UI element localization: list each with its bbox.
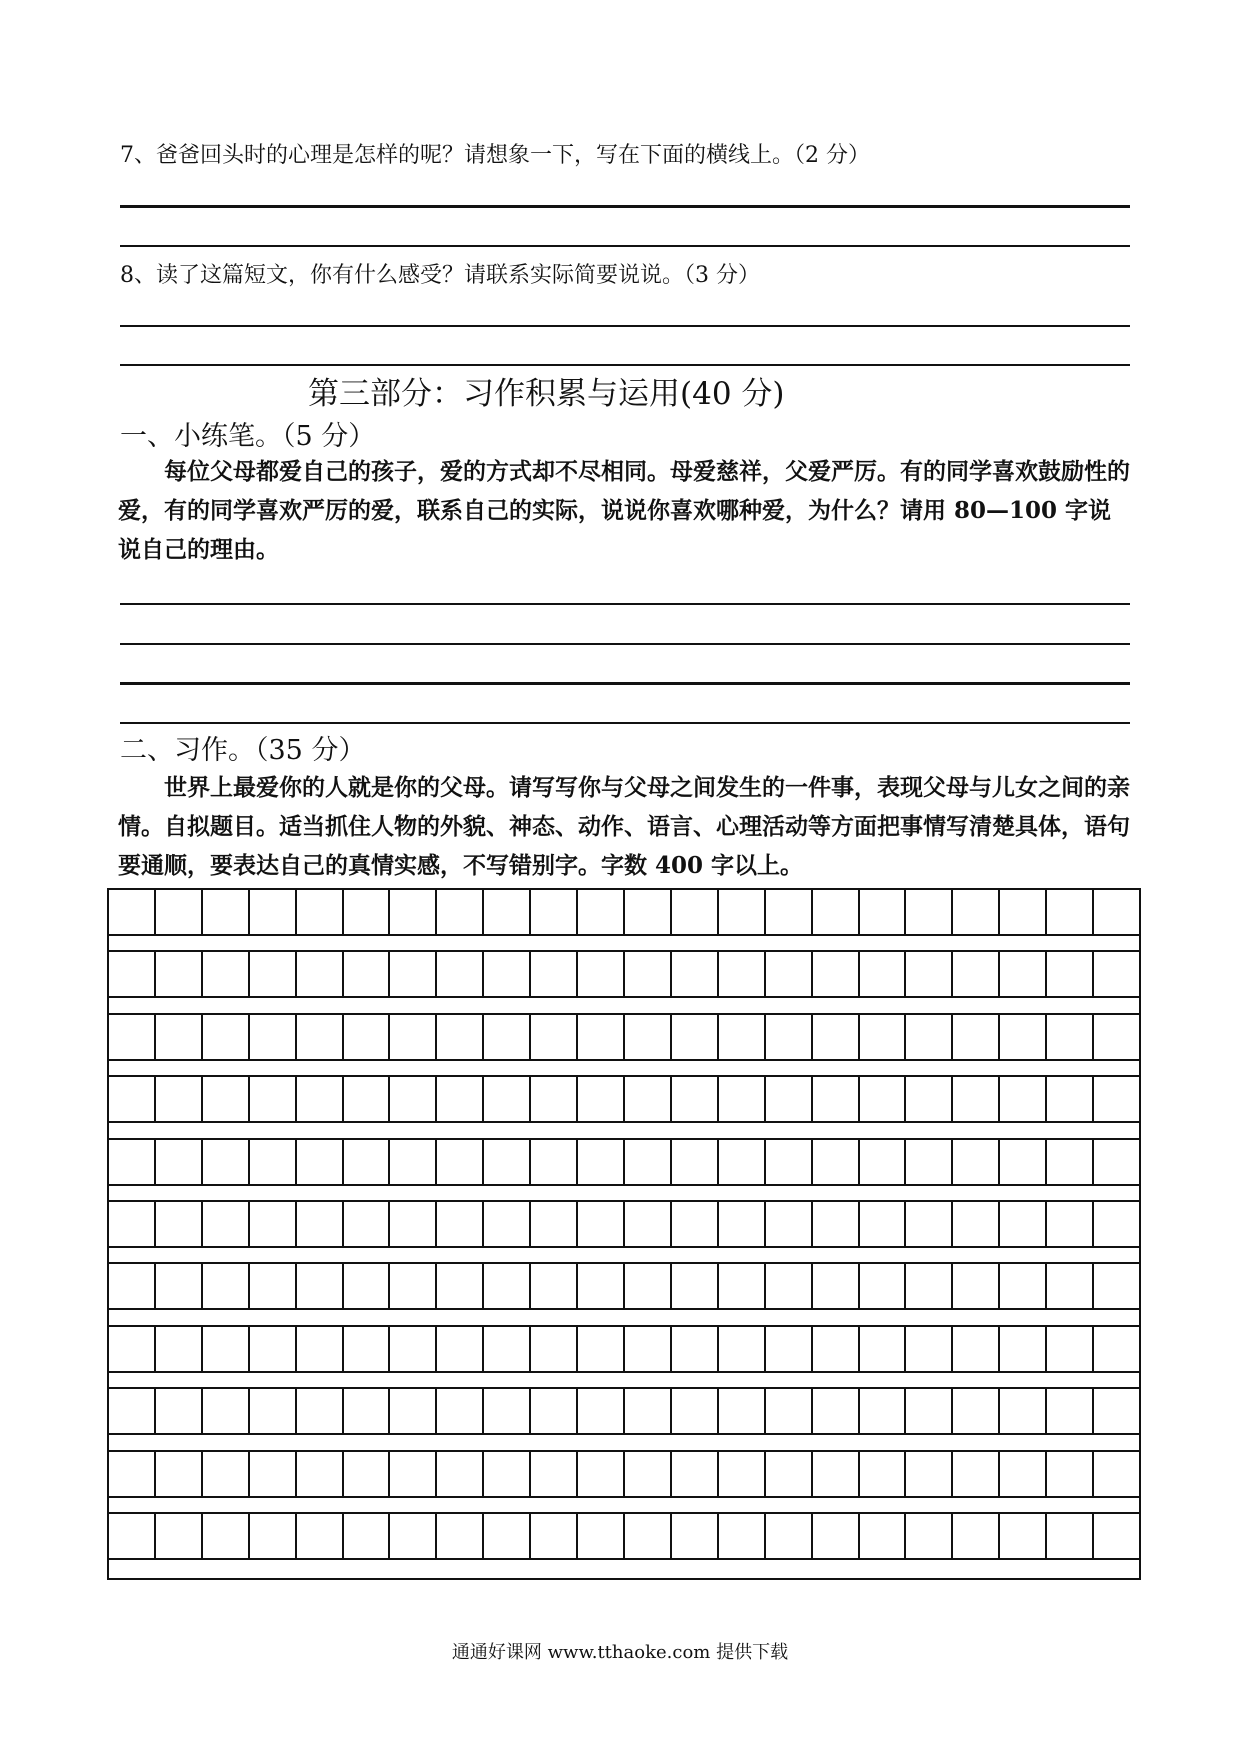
grid-cell[interactable] [390, 1015, 437, 1059]
grid-cell[interactable] [531, 1140, 578, 1184]
exercise1-prompt: 每位父母都爱自己的孩子，爱的方式却不尽相同。母爱慈祥，父爱严厉。有的同学喜欢鼓励性的爱，有的同学喜欢严厉的爱，联系自己的实际，说说你喜欢哪种爱，为什么？请用 80—100 字说说自己的理由。 [118, 458, 1130, 563]
grid-row [107, 1075, 1141, 1123]
grid-cell[interactable] [107, 1327, 156, 1371]
grid-cell[interactable] [1094, 1077, 1141, 1121]
grid-cell[interactable] [625, 952, 672, 996]
grid-row [107, 1512, 1141, 1560]
grid-cell[interactable] [107, 1389, 156, 1433]
grid-cell[interactable] [484, 1140, 531, 1184]
grid-cell[interactable] [107, 1077, 156, 1121]
grid-cell[interactable] [719, 1015, 766, 1059]
grid-cell[interactable] [1000, 1264, 1047, 1308]
grid-cell[interactable] [390, 1514, 437, 1558]
grid-cell[interactable] [578, 1015, 625, 1059]
grid-cell[interactable] [250, 1452, 297, 1496]
grid-cell[interactable] [344, 890, 391, 934]
grid-cell[interactable] [297, 1202, 344, 1246]
grid-cell[interactable] [719, 1140, 766, 1184]
grid-cell[interactable] [107, 1514, 156, 1558]
grid-cell[interactable] [344, 1514, 391, 1558]
grid-cell[interactable] [1047, 1327, 1094, 1371]
grid-cell[interactable] [344, 1202, 391, 1246]
grid-cell[interactable] [156, 1015, 203, 1059]
grid-cell[interactable] [672, 1264, 719, 1308]
grid-cell[interactable] [484, 1077, 531, 1121]
grid-cell[interactable] [625, 1077, 672, 1121]
grid-cell[interactable] [766, 952, 813, 996]
grid-cell[interactable] [203, 1015, 250, 1059]
grid-row [107, 950, 1141, 998]
grid-cell[interactable] [203, 1452, 250, 1496]
grid-cell[interactable] [860, 1140, 907, 1184]
grid-cell[interactable] [1047, 952, 1094, 996]
grid-cell[interactable] [107, 1015, 156, 1059]
grid-row [107, 1387, 1141, 1435]
grid-cell[interactable] [390, 1327, 437, 1371]
grid-row [107, 1450, 1141, 1498]
grid-cell[interactable] [1047, 1452, 1094, 1496]
grid-cell[interactable] [156, 1452, 203, 1496]
grid-cell[interactable] [672, 1452, 719, 1496]
grid-cell[interactable] [766, 1140, 813, 1184]
grid-cell[interactable] [578, 1077, 625, 1121]
grid-cell[interactable] [250, 1015, 297, 1059]
grid-cell[interactable] [250, 1077, 297, 1121]
grid-cell[interactable] [437, 1202, 484, 1246]
grid-cell[interactable] [531, 1202, 578, 1246]
grid-cell[interactable] [1047, 1514, 1094, 1558]
grid-cell[interactable] [250, 1514, 297, 1558]
grid-cell[interactable] [953, 1077, 1000, 1121]
grid-cell[interactable] [578, 1514, 625, 1558]
grid-cell[interactable] [297, 1264, 344, 1308]
answer-line[interactable] [120, 603, 1130, 605]
grid-cell[interactable] [107, 1140, 156, 1184]
answer-line[interactable] [120, 722, 1130, 724]
grid-cell[interactable] [813, 1452, 860, 1496]
grid-cell[interactable] [484, 1015, 531, 1059]
grid-cell[interactable] [1000, 1140, 1047, 1184]
grid-cell[interactable] [437, 1514, 484, 1558]
grid-cell[interactable] [1000, 1327, 1047, 1371]
grid-cell[interactable] [344, 1264, 391, 1308]
grid-cell[interactable] [1000, 1514, 1047, 1558]
grid-cell[interactable] [953, 1264, 1000, 1308]
grid-cell[interactable] [625, 1452, 672, 1496]
grid-cell[interactable] [437, 890, 484, 934]
exercise2-prompt: 世界上最爱你的人就是你的父母。请写写你与父母之间发生的一件事，表现父母与儿女之间的亲情。自拟题目。适当抓住人物的外貌、神态、动作、语言、心理活动等方面把事情写清楚具体，语句要通顺，要表达自己的真情实感，不写错别字。字数 400 字以上。 [118, 774, 1130, 879]
grid-cell[interactable] [953, 1452, 1000, 1496]
grid-cell[interactable] [156, 1327, 203, 1371]
grid-cell[interactable] [672, 1077, 719, 1121]
answer-line[interactable] [120, 682, 1130, 685]
grid-cell[interactable] [860, 890, 907, 934]
grid-cell[interactable] [390, 952, 437, 996]
grid-cell[interactable] [578, 1140, 625, 1184]
grid-cell[interactable] [578, 890, 625, 934]
grid-cell[interactable] [906, 1452, 953, 1496]
grid-cell[interactable] [906, 1140, 953, 1184]
grid-cell[interactable] [672, 890, 719, 934]
grid-cell[interactable] [719, 952, 766, 996]
grid-cell[interactable] [250, 890, 297, 934]
grid-cell[interactable] [625, 1202, 672, 1246]
grid-cell[interactable] [766, 890, 813, 934]
grid-cell[interactable] [906, 1514, 953, 1558]
grid-cell[interactable] [297, 1514, 344, 1558]
grid-cell[interactable] [484, 1202, 531, 1246]
grid-cell[interactable] [297, 1389, 344, 1433]
grid-cell[interactable] [766, 1077, 813, 1121]
composition-grid[interactable] [107, 888, 1141, 1580]
grid-cell[interactable] [107, 1452, 156, 1496]
grid-cell[interactable] [1094, 1514, 1141, 1558]
grid-cell[interactable] [437, 1389, 484, 1433]
grid-cell[interactable] [203, 1077, 250, 1121]
grid-cell[interactable] [578, 1452, 625, 1496]
grid-cell[interactable] [203, 1202, 250, 1246]
grid-cell[interactable] [953, 1140, 1000, 1184]
grid-cell[interactable] [813, 890, 860, 934]
grid-cell[interactable] [437, 1140, 484, 1184]
grid-cell[interactable] [672, 1389, 719, 1433]
grid-cell[interactable] [297, 1327, 344, 1371]
grid-cell[interactable] [390, 1140, 437, 1184]
grid-cell[interactable] [1000, 952, 1047, 996]
grid-cell[interactable] [906, 1202, 953, 1246]
grid-cell[interactable] [766, 1452, 813, 1496]
grid-cell[interactable] [672, 1202, 719, 1246]
grid-cell[interactable] [390, 1452, 437, 1496]
grid-cell[interactable] [953, 1202, 1000, 1246]
grid-cell[interactable] [672, 1327, 719, 1371]
grid-cell[interactable] [250, 1264, 297, 1308]
grid-cell[interactable] [625, 890, 672, 934]
grid-cell[interactable] [297, 1015, 344, 1059]
grid-cell[interactable] [719, 1077, 766, 1121]
grid-cell[interactable] [1094, 1389, 1141, 1433]
grid-cell[interactable] [156, 952, 203, 996]
grid-cell[interactable] [1094, 1202, 1141, 1246]
grid-cell[interactable] [719, 1327, 766, 1371]
grid-cell[interactable] [531, 1327, 578, 1371]
exercise1-heading: 一、小练笔。（5 分） [120, 421, 376, 452]
grid-cell[interactable] [1000, 1202, 1047, 1246]
grid-row [107, 1262, 1141, 1310]
grid-cell[interactable] [719, 890, 766, 934]
grid-cell[interactable] [860, 1015, 907, 1059]
grid-cell[interactable] [531, 890, 578, 934]
grid-cell[interactable] [625, 1140, 672, 1184]
grid-cell[interactable] [625, 1389, 672, 1433]
grid-cell[interactable] [437, 1077, 484, 1121]
grid-cell[interactable] [766, 1327, 813, 1371]
grid-cell[interactable] [719, 1389, 766, 1433]
grid-cell[interactable] [578, 1202, 625, 1246]
grid-cell[interactable] [719, 1452, 766, 1496]
grid-cell[interactable] [953, 952, 1000, 996]
grid-cell[interactable] [813, 1514, 860, 1558]
grid-cell[interactable] [531, 1077, 578, 1121]
grid-cell[interactable] [953, 1514, 1000, 1558]
grid-cell[interactable] [344, 1140, 391, 1184]
grid-cell[interactable] [1094, 952, 1141, 996]
grid-cell[interactable] [484, 1264, 531, 1308]
grid-cell[interactable] [344, 1327, 391, 1371]
grid-cell[interactable] [203, 1140, 250, 1184]
grid-cell[interactable] [1094, 1140, 1141, 1184]
grid-cell[interactable] [860, 1514, 907, 1558]
answer-line[interactable] [120, 643, 1130, 645]
grid-cell[interactable] [953, 890, 1000, 934]
grid-cell[interactable] [297, 1077, 344, 1121]
grid-cell[interactable] [1000, 1015, 1047, 1059]
grid-cell[interactable] [203, 952, 250, 996]
grid-cell[interactable] [390, 1202, 437, 1246]
grid-cell[interactable] [672, 1514, 719, 1558]
grid-cell[interactable] [860, 1264, 907, 1308]
grid-cell[interactable] [813, 952, 860, 996]
grid-cell[interactable] [531, 1015, 578, 1059]
grid-cell[interactable] [156, 1077, 203, 1121]
grid-cell[interactable] [531, 1389, 578, 1433]
grid-cell[interactable] [1047, 1140, 1094, 1184]
grid-cell[interactable] [390, 1077, 437, 1121]
grid-cell[interactable] [625, 1327, 672, 1371]
grid-cell[interactable] [250, 1140, 297, 1184]
grid-cell[interactable] [107, 890, 156, 934]
grid-cell[interactable] [766, 1264, 813, 1308]
grid-row [107, 888, 1141, 936]
grid-cell[interactable] [1047, 1077, 1094, 1121]
grid-cell[interactable] [906, 1389, 953, 1433]
grid-cell[interactable] [203, 1264, 250, 1308]
question-8: 8、读了这篇短文，你有什么感受？请联系实际简要说说。（3 分） [120, 263, 760, 288]
answer-line[interactable] [120, 364, 1130, 366]
grid-cell[interactable] [813, 1202, 860, 1246]
grid-cell[interactable] [107, 1202, 156, 1246]
grid-cell[interactable] [156, 890, 203, 934]
grid-cell[interactable] [203, 1389, 250, 1433]
grid-cell[interactable] [672, 952, 719, 996]
grid-cell[interactable] [531, 1452, 578, 1496]
grid-cell[interactable] [203, 890, 250, 934]
grid-cell[interactable] [813, 1015, 860, 1059]
grid-cell[interactable] [437, 1015, 484, 1059]
grid-cell[interactable] [906, 952, 953, 996]
grid-cell[interactable] [953, 1015, 1000, 1059]
grid-cell[interactable] [437, 1452, 484, 1496]
question-7: 7、爸爸回头时的心理是怎样的呢？请想象一下，写在下面的横线上。（2 分） [120, 143, 870, 168]
grid-cell[interactable] [531, 1264, 578, 1308]
grid-cell[interactable] [625, 1514, 672, 1558]
grid-cell[interactable] [860, 1389, 907, 1433]
grid-cell[interactable] [156, 1264, 203, 1308]
grid-cell[interactable] [344, 1389, 391, 1433]
grid-cell[interactable] [1047, 1015, 1094, 1059]
grid-cell[interactable] [906, 1015, 953, 1059]
grid-cell[interactable] [578, 1264, 625, 1308]
grid-cell[interactable] [813, 1264, 860, 1308]
footer-text: 通通好课网 www.tthaoke.com 提供下载 [451, 1642, 789, 1663]
grid-cell[interactable] [484, 1327, 531, 1371]
grid-cell[interactable] [1094, 1015, 1141, 1059]
grid-cell[interactable] [625, 1015, 672, 1059]
grid-cell[interactable] [531, 952, 578, 996]
grid-cell[interactable] [203, 1514, 250, 1558]
grid-row [107, 1200, 1141, 1248]
grid-cell[interactable] [672, 1140, 719, 1184]
grid-cell[interactable] [578, 1389, 625, 1433]
answer-line[interactable] [120, 325, 1130, 327]
grid-cell[interactable] [860, 1452, 907, 1496]
grid-cell[interactable] [390, 1264, 437, 1308]
grid-cell[interactable] [1094, 1452, 1141, 1496]
grid-cell[interactable] [625, 1264, 672, 1308]
grid-cell[interactable] [813, 1140, 860, 1184]
grid-cell[interactable] [1047, 1202, 1094, 1246]
grid-cell[interactable] [1047, 1264, 1094, 1308]
grid-cell[interactable] [906, 1077, 953, 1121]
grid-cell[interactable] [484, 952, 531, 996]
grid-cell[interactable] [484, 890, 531, 934]
grid-cell[interactable] [860, 1327, 907, 1371]
grid-cell[interactable] [250, 952, 297, 996]
grid-cell[interactable] [813, 1389, 860, 1433]
grid-cell[interactable] [1047, 1389, 1094, 1433]
grid-cell[interactable] [297, 890, 344, 934]
grid-cell[interactable] [250, 1389, 297, 1433]
grid-cell[interactable] [156, 1202, 203, 1246]
grid-cell[interactable] [531, 1514, 578, 1558]
grid-cell[interactable] [719, 1514, 766, 1558]
grid-cell[interactable] [107, 1264, 156, 1308]
part3-title: 第三部分：习作积累与运用(40 分) [308, 376, 785, 412]
grid-cell[interactable] [344, 952, 391, 996]
grid-cell[interactable] [766, 1015, 813, 1059]
grid-cell[interactable] [250, 1327, 297, 1371]
grid-cell[interactable] [813, 1327, 860, 1371]
grid-cell[interactable] [578, 952, 625, 996]
answer-line[interactable] [120, 245, 1130, 247]
grid-cell[interactable] [906, 1327, 953, 1371]
grid-cell[interactable] [953, 1327, 1000, 1371]
grid-row [107, 1325, 1141, 1373]
grid-cell[interactable] [1000, 890, 1047, 934]
grid-cell[interactable] [953, 1389, 1000, 1433]
grid-cell[interactable] [297, 1452, 344, 1496]
answer-line[interactable] [120, 205, 1130, 208]
grid-cell[interactable] [156, 1140, 203, 1184]
exercise2-heading: 二、习作。（35 分） [120, 735, 366, 766]
grid-cell[interactable] [860, 1202, 907, 1246]
grid-cell[interactable] [1094, 1264, 1141, 1308]
grid-cell[interactable] [906, 890, 953, 934]
grid-row [107, 1138, 1141, 1186]
grid-cell[interactable] [906, 1264, 953, 1308]
grid-cell[interactable] [766, 1389, 813, 1433]
grid-cell[interactable] [107, 952, 156, 996]
grid-cell[interactable] [1000, 1452, 1047, 1496]
grid-cell[interactable] [437, 1327, 484, 1371]
grid-cell[interactable] [250, 1202, 297, 1246]
grid-cell[interactable] [156, 1389, 203, 1433]
grid-cell[interactable] [766, 1202, 813, 1246]
grid-cell[interactable] [484, 1452, 531, 1496]
grid-cell[interactable] [390, 890, 437, 934]
grid-cell[interactable] [860, 952, 907, 996]
grid-cell[interactable] [766, 1514, 813, 1558]
grid-cell[interactable] [437, 1264, 484, 1308]
grid-cell[interactable] [860, 1077, 907, 1121]
grid-cell[interactable] [1047, 890, 1094, 934]
grid-cell[interactable] [578, 1327, 625, 1371]
grid-cell[interactable] [719, 1264, 766, 1308]
grid-cell[interactable] [437, 952, 484, 996]
grid-cell[interactable] [390, 1389, 437, 1433]
grid-cell[interactable] [1094, 1327, 1141, 1371]
grid-cell[interactable] [344, 1452, 391, 1496]
grid-cell[interactable] [719, 1202, 766, 1246]
grid-cell[interactable] [156, 1514, 203, 1558]
grid-cell[interactable] [297, 952, 344, 996]
grid-cell[interactable] [297, 1140, 344, 1184]
grid-cell[interactable] [344, 1015, 391, 1059]
grid-cell[interactable] [344, 1077, 391, 1121]
grid-cell[interactable] [484, 1514, 531, 1558]
grid-cell[interactable] [203, 1327, 250, 1371]
grid-cell[interactable] [1000, 1077, 1047, 1121]
grid-cell[interactable] [813, 1077, 860, 1121]
grid-cell[interactable] [1094, 890, 1141, 934]
grid-row [107, 1013, 1141, 1061]
grid-cell[interactable] [1000, 1389, 1047, 1433]
grid-cell[interactable] [484, 1389, 531, 1433]
grid-cell[interactable] [672, 1015, 719, 1059]
